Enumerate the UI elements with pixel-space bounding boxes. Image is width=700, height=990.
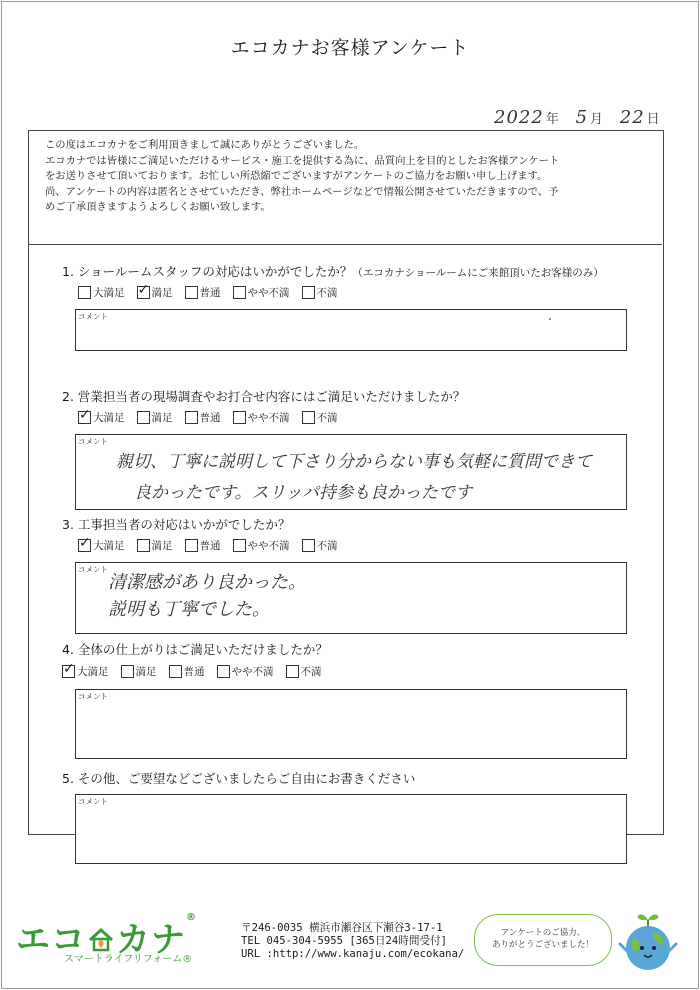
date-month[interactable]: 5 xyxy=(575,107,589,128)
option-label: 不満 xyxy=(316,287,338,299)
checkbox[interactable] xyxy=(233,539,246,552)
option[interactable] xyxy=(121,664,157,679)
dot xyxy=(549,318,551,320)
checkbox[interactable] xyxy=(302,286,315,299)
option-label: 大満足 xyxy=(93,287,125,299)
option[interactable] xyxy=(78,285,125,300)
question-4-text: 4. 全体の仕上がりはご満足いただけましたか？ xyxy=(62,642,328,657)
url-line[interactable]: URL :http://www.kanaju.com/ecokana/ xyxy=(241,948,465,960)
checkbox[interactable] xyxy=(302,411,315,424)
checkbox[interactable] xyxy=(169,665,182,678)
option[interactable] xyxy=(286,664,322,679)
comment-label: コメント xyxy=(78,797,108,806)
option-label: 不満 xyxy=(300,666,322,678)
option[interactable] xyxy=(62,664,109,679)
logo-text-eco: エコ xyxy=(16,920,86,960)
page-title: エコカナお客様アンケート xyxy=(230,37,470,59)
option-label: 普通 xyxy=(199,412,221,424)
date-year-unit: 年 xyxy=(545,112,560,127)
question-3-options xyxy=(78,538,350,553)
comment-line: 清潔感があり良かった。 xyxy=(108,572,306,593)
divider xyxy=(29,244,662,245)
question-1-text: 1. ショールームスタッフの対応はいかがでしたか？ xyxy=(62,264,353,279)
bubble-line: ありがとうございました！ xyxy=(491,940,594,950)
option[interactable] xyxy=(137,285,173,300)
checkbox[interactable] xyxy=(185,411,198,424)
checked-checkbox[interactable] xyxy=(78,411,91,424)
date-day[interactable]: 22 xyxy=(619,107,645,128)
thanks-bubble xyxy=(474,914,612,966)
question-2-options xyxy=(78,410,350,425)
option-label: 普通 xyxy=(183,666,205,678)
checkbox[interactable] xyxy=(302,539,315,552)
comment-line: 良かったです。スリッパ持参も良かったです xyxy=(134,483,472,503)
option[interactable] xyxy=(233,538,290,553)
checked-checkbox[interactable] xyxy=(78,539,91,552)
question-2-comment-box[interactable] xyxy=(75,434,627,510)
option-label: やや不満 xyxy=(231,666,274,678)
question-5 xyxy=(62,769,415,787)
question-5-text: 5. その他、ご要望などございましたらご自由にお書きください xyxy=(62,771,416,786)
option[interactable] xyxy=(185,285,221,300)
date-year[interactable]: 2022 xyxy=(494,107,544,128)
comment-label: コメント xyxy=(78,692,108,701)
checkbox[interactable] xyxy=(233,286,246,299)
option[interactable] xyxy=(217,664,274,679)
option-label: 大満足 xyxy=(93,540,125,552)
checkbox[interactable] xyxy=(137,411,150,424)
question-1-options xyxy=(78,285,350,300)
comment-line: 親切、丁寧に説明して下さり分からない事も気軽に質問できて xyxy=(116,452,592,472)
option[interactable] xyxy=(78,410,125,425)
comment-label: コメント xyxy=(78,565,108,574)
question-2-text: 2. 営業担当者の現場調査やお打合せ内容にはご満足いただけましたか？ xyxy=(62,389,466,404)
tel-line: TEL 045-304-5955 [365日24時間受付] xyxy=(241,935,448,947)
question-3 xyxy=(62,515,290,533)
question-3-text: 3. 工事担当者の対応はいかがでしたか？ xyxy=(62,517,291,532)
checkbox[interactable] xyxy=(185,539,198,552)
question-1 xyxy=(62,262,604,280)
option[interactable] xyxy=(185,538,221,553)
checkbox[interactable] xyxy=(233,411,246,424)
date-day-unit: 日 xyxy=(646,112,661,127)
checkbox[interactable] xyxy=(217,665,230,678)
option-label: 満足 xyxy=(151,412,173,424)
question-4-comment-box[interactable] xyxy=(75,689,627,759)
option[interactable] xyxy=(302,410,338,425)
company-address xyxy=(241,922,464,961)
option-label: やや不満 xyxy=(247,287,290,299)
checkbox[interactable] xyxy=(78,286,91,299)
survey-date xyxy=(494,107,670,128)
option[interactable] xyxy=(137,538,173,553)
option-label: 普通 xyxy=(199,287,221,299)
option-label: 満足 xyxy=(135,666,157,678)
intro-line: をお送りさせて頂いております。お忙しい所恐縮でございますがアンケートのご協力をお願い申し上げます。 xyxy=(45,170,548,183)
logo-text-kana: カナ xyxy=(116,920,186,960)
checkbox[interactable] xyxy=(286,665,299,678)
mascot-globe-icon xyxy=(614,910,684,978)
comment-label: コメント xyxy=(78,437,108,446)
question-3-comment-box[interactable] xyxy=(75,562,627,634)
option-label: 満足 xyxy=(151,287,173,299)
option[interactable] xyxy=(302,285,338,300)
checkbox[interactable] xyxy=(185,286,198,299)
option-label: 大満足 xyxy=(77,666,109,678)
checkbox[interactable] xyxy=(121,665,134,678)
intro-line: めご了承頂きますようよろしくお願い致します。 xyxy=(45,201,271,214)
option-label: 大満足 xyxy=(93,412,125,424)
intro-line: エコカナでは皆様にご満足いただけるサービス・施工を提供する為に、品質向上を目的としたお客様アンケート xyxy=(45,154,560,167)
option[interactable] xyxy=(78,538,125,553)
option-label: やや不満 xyxy=(247,412,290,424)
option[interactable] xyxy=(185,410,221,425)
option[interactable] xyxy=(302,538,338,553)
option-label: 不満 xyxy=(316,412,338,424)
checked-checkbox[interactable] xyxy=(137,286,150,299)
option[interactable] xyxy=(233,285,290,300)
checked-checkbox[interactable] xyxy=(62,665,75,678)
intro-line: 尚、アンケートの内容は匿名とさせていただき、弊社ホームページなどで情報公開させていただきますので、予 xyxy=(45,185,559,198)
option[interactable] xyxy=(137,410,173,425)
bubble-line: アンケートのご協力、 xyxy=(500,928,586,938)
question-2 xyxy=(62,387,465,405)
logo-tagline: スマートライフリフォーム® xyxy=(64,954,193,965)
question-5-comment-box[interactable] xyxy=(75,794,627,864)
question-1-comment-box[interactable] xyxy=(75,309,627,351)
checkbox[interactable] xyxy=(137,539,150,552)
option[interactable] xyxy=(169,664,205,679)
question-1-note: （エコカナショールームにご来館頂いたお客様のみ） xyxy=(352,267,604,279)
logo-registered: ® xyxy=(186,912,197,923)
option-label: 普通 xyxy=(199,540,221,552)
intro-line: この度はエコカナをご利用頂きまして誠にありがとうございました。 xyxy=(45,139,365,151)
option-label: やや不満 xyxy=(247,540,290,552)
comment-line: 説明も丁寧でした。 xyxy=(108,599,270,620)
intro-text xyxy=(45,138,645,216)
question-4-options xyxy=(62,664,334,679)
comment-label: コメント xyxy=(78,312,108,321)
option-label: 不満 xyxy=(316,540,338,552)
option-label: 満足 xyxy=(151,540,173,552)
address-line: 〒246-0035 横浜市瀬谷区下瀬谷3-17-1 xyxy=(241,922,443,934)
question-4 xyxy=(62,640,328,658)
option[interactable] xyxy=(233,410,290,425)
date-month-unit: 月 xyxy=(590,112,605,127)
